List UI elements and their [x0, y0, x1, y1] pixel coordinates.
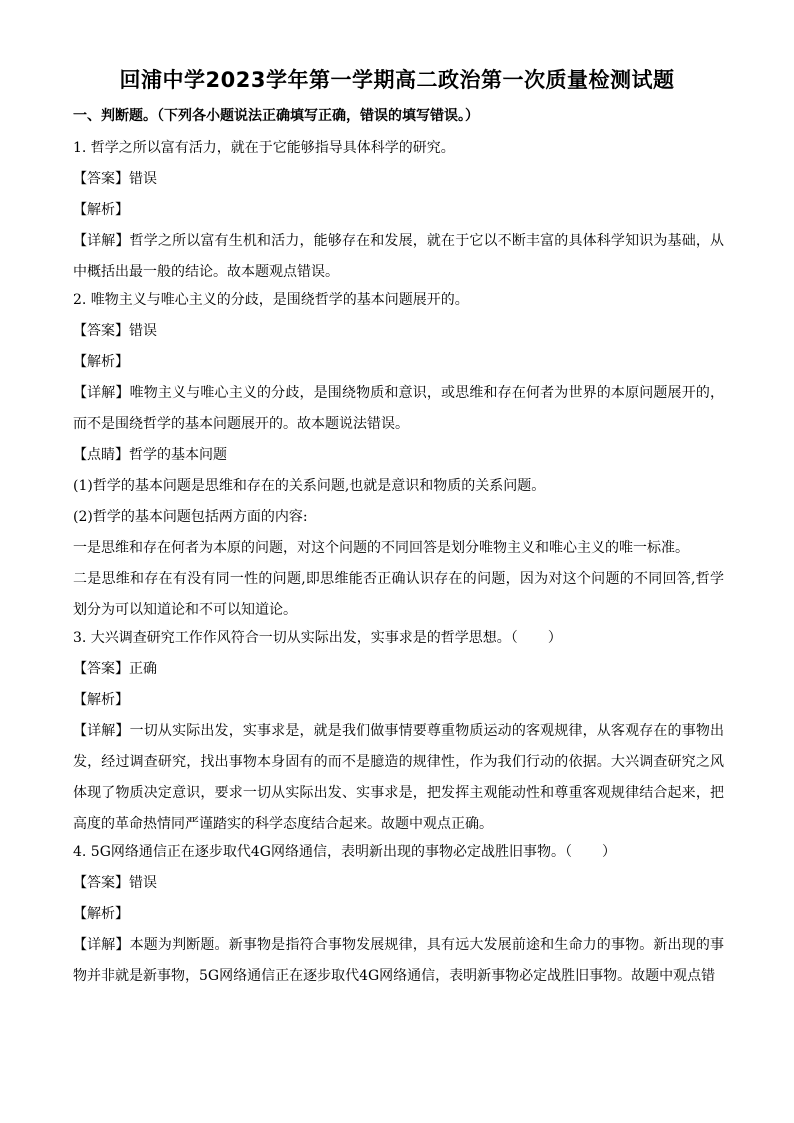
question-section — [73, 106, 724, 992]
question-3-stem-end: ） — [547, 630, 562, 646]
detail-text: 哲学之所以富有生机和活力，能够存在和发展，就在于它以不断丰富的具体科学知识为基础，从中概括出最一般的结论。故本题观点错误。 — [73, 233, 725, 280]
question-4-detail — [73, 930, 724, 992]
question-2-tip — [73, 440, 724, 471]
question-4-text — [73, 842, 724, 862]
answer-value: 错误 — [129, 323, 157, 339]
answer-label: 【答案】 — [73, 323, 129, 339]
question-4-stem-end: ） — [602, 844, 616, 860]
question-2-answer — [73, 321, 724, 341]
answer-value: 正确 — [129, 661, 157, 677]
answer-value: 错误 — [129, 171, 157, 187]
question-2-analysis-label: 【解析】 — [73, 354, 129, 370]
tip-text: 哲学的基本问题 — [129, 447, 227, 463]
tip-label: 【点睛】 — [73, 447, 129, 463]
question-4-answer — [73, 873, 724, 893]
detail-text: 唯物主义与唯心主义的分歧，是围绕物质和意识，或思维和存在何者为世界的本原问题展开的，而不是围绕哲学的基本问题展开的。故本题说法错误。 — [73, 385, 725, 432]
question-2-tip-point-2: (2)哲学的基本问题包括两方面的内容: — [73, 509, 308, 525]
question-2-detail — [73, 378, 724, 440]
page-title: 回浦中学2023学年第一学期高二政治第一次质量检测试题 — [119, 68, 675, 92]
question-2-tip-point-1: (1)哲学的基本问题是思维和存在的关系问题,也就是意识和物质的关系问题。 — [73, 478, 546, 494]
question-2-text: 2. 唯物主义与唯心主义的分歧，是围绕哲学的基本问题展开的。 — [73, 292, 469, 308]
answer-value: 错误 — [129, 875, 157, 891]
detail-text: 一切从实际出发，实事求是，就是我们做事情要尊重物质运动的客观规律，从客观存在的事物出发，经过调查研究，找出事物本身固有的而不是臆造的规律性，作为我们行动的依据。大兴调查研究之风体现了物质决定意识，要求一切从实际出发、实事求是，把发挥主观能动性和尊重客观规律结合起来，把高度的革命热情同严谨踏实的科学态度结合起来。故题中观点正确。 — [73, 723, 725, 832]
question-1-analysis-label: 【解析】 — [73, 202, 129, 218]
question-1-answer — [73, 169, 724, 189]
question-3-analysis-label: 【解析】 — [73, 692, 129, 708]
question-4-analysis-label: 【解析】 — [73, 906, 129, 922]
question-2-tip-point-3: 一是思维和存在何者为本原的问题，对这个问题的不同回答是划分唯物主义和唯心主义的唯一标准。 — [73, 540, 689, 556]
detail-label: 【详解】 — [73, 937, 130, 953]
answer-label: 【答案】 — [73, 661, 129, 677]
question-1-text: 1. 哲学之所以富有活力，就在于它能够指导具体科学的研究。 — [73, 140, 455, 156]
question-3-stem: 3. 大兴调查研究工作作风符合一切从实际出发，实事求是的哲学思想。（ — [73, 630, 518, 646]
detail-label: 【详解】 — [73, 723, 130, 739]
answer-label: 【答案】 — [73, 171, 129, 187]
detail-text: 本题为判断题。新事物是指符合事物发展规律，具有远大发展前途和生命力的事物。新出现的事物并非就是新事物，5G网络通信正在逐步取代4G网络通信，表明新事物必定战胜旧事物。故题中观点错 — [73, 937, 725, 984]
question-3-answer — [73, 659, 724, 679]
question-3-detail — [73, 716, 724, 840]
section-heading: 一、判断题。（下列各小题说法正确填写正确，错误的填写错误。） — [73, 108, 479, 124]
question-2-tip-point-4: 二是思维和存在有没有同一性的问题,即思维能否正确认识存在的问题，因为对这个问题的不同回答,哲学划分为可以知道论和不可以知道论。 — [73, 571, 724, 618]
detail-label: 【详解】 — [73, 385, 130, 401]
question-4-stem: 4. 5G网络通信正在逐步取代4G网络通信，表明新出现的事物必定战胜旧事物。（ — [73, 844, 572, 860]
detail-label: 【详解】 — [73, 233, 130, 249]
question-3-text — [73, 628, 724, 648]
answer-label: 【答案】 — [73, 875, 129, 891]
question-1-detail — [73, 226, 724, 288]
